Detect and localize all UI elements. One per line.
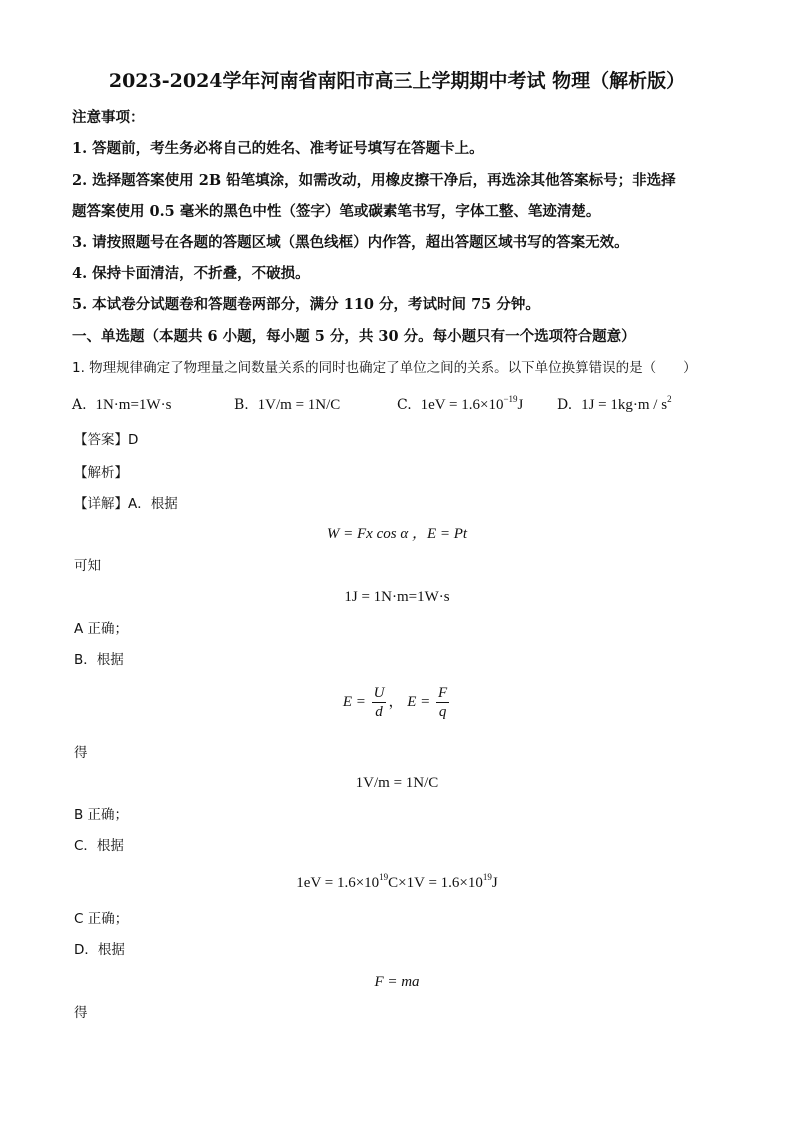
b-correct: B 正确； [74, 807, 129, 823]
formula-b: E = $\frac{U}{d}$ ， E = $\frac{F}{q}$ [342, 685, 448, 721]
option-c-text: $1eV = 1.6\times 10^{-19}J$ [420, 394, 524, 413]
answer-label: 【答案】D [74, 432, 139, 448]
c-intro: C．根据 [74, 838, 124, 854]
de-text-2: 得 [74, 1005, 88, 1021]
formula-d: F = ma [374, 974, 420, 990]
a-correct: A 正确； [74, 621, 129, 637]
option-c-label: C. [397, 397, 412, 413]
question-stem: 1. 物理规律确定了物理量之间数量关系的同时也确定了单位之间的关系。以下单位换算错误的是（ ） [72, 360, 697, 376]
notice-item-4: 4. 保持卡面清洁，不折叠，不破损。 [72, 265, 310, 282]
option-a [72, 395, 171, 415]
option-a-label: A. [72, 397, 87, 413]
option-b-text: 1V/m = 1N/C [257, 397, 341, 413]
document-title: 2023-2024学年河南省南阳市高三上学期期中考试 物理（解析版） [108, 70, 686, 92]
notice-item-3: 3. 请按照题号在各题的答题区域（黑色线框）内作答，超出答题区域书写的答案无效。 [72, 234, 629, 251]
option-d-label: D. [557, 397, 573, 413]
notice-item-2: 2. 选择题答案使用 2B 铅笔填涂，如需改动，用橡皮擦干净后，再选涂其他答案标号；非选择 [72, 172, 676, 189]
option-b-label: B. [234, 397, 249, 413]
keyizhi-text: 可知 [74, 558, 101, 574]
b-intro: B．根据 [74, 652, 124, 668]
fraction-f-over-q: $\frac{F}{q}$ [438, 685, 448, 721]
c-correct: C 正确； [74, 911, 129, 927]
notice-item-1: 1. 答题前，考生务必将自己的姓名、准考证号填写在答题卡上。 [72, 140, 484, 157]
formula-c: $1eV = 1.6\times 10^{19}C\times 1V = 1.6\times 10^{19}J$ [296, 872, 498, 891]
option-d-text: $1J = 1kg\cdot m / s^2$ [581, 394, 672, 413]
de-text-1: 得 [74, 745, 88, 761]
formula-b2: 1V/m = 1N/C [355, 775, 439, 791]
option-c [397, 395, 523, 415]
notice-item-5: 5. 本试卷分试题卷和答题卷两部分，满分 110 分，考试时间 75 分钟。 [72, 296, 540, 313]
option-a-text: 1N·m=1W·s [95, 397, 172, 413]
formula-a: W = Fx cos α ，E = Pt [326, 526, 468, 542]
notice-item-2-cont: 题答案使用 0.5 毫米的黑色中性（签字）笔或碳素笔书写，字体工整、笔迹清楚。 [72, 203, 601, 220]
option-d [557, 395, 672, 415]
analysis-heading: 【解析】 [74, 465, 128, 481]
detail-a: 【详解】A．根据 [74, 496, 178, 512]
formula-a2: 1J = 1N·m=1W·s [344, 589, 450, 605]
fraction-u-over-d: $\frac{U}{d}$ [373, 685, 385, 721]
d-intro: D．根据 [74, 942, 125, 958]
section-heading: 一、单选题（本题共 6 小题，每小题 5 分，共 30 分。每小题只有一个选项符合题意） [72, 328, 636, 345]
notice-heading: 注意事项： [72, 109, 145, 126]
option-b [234, 395, 340, 415]
